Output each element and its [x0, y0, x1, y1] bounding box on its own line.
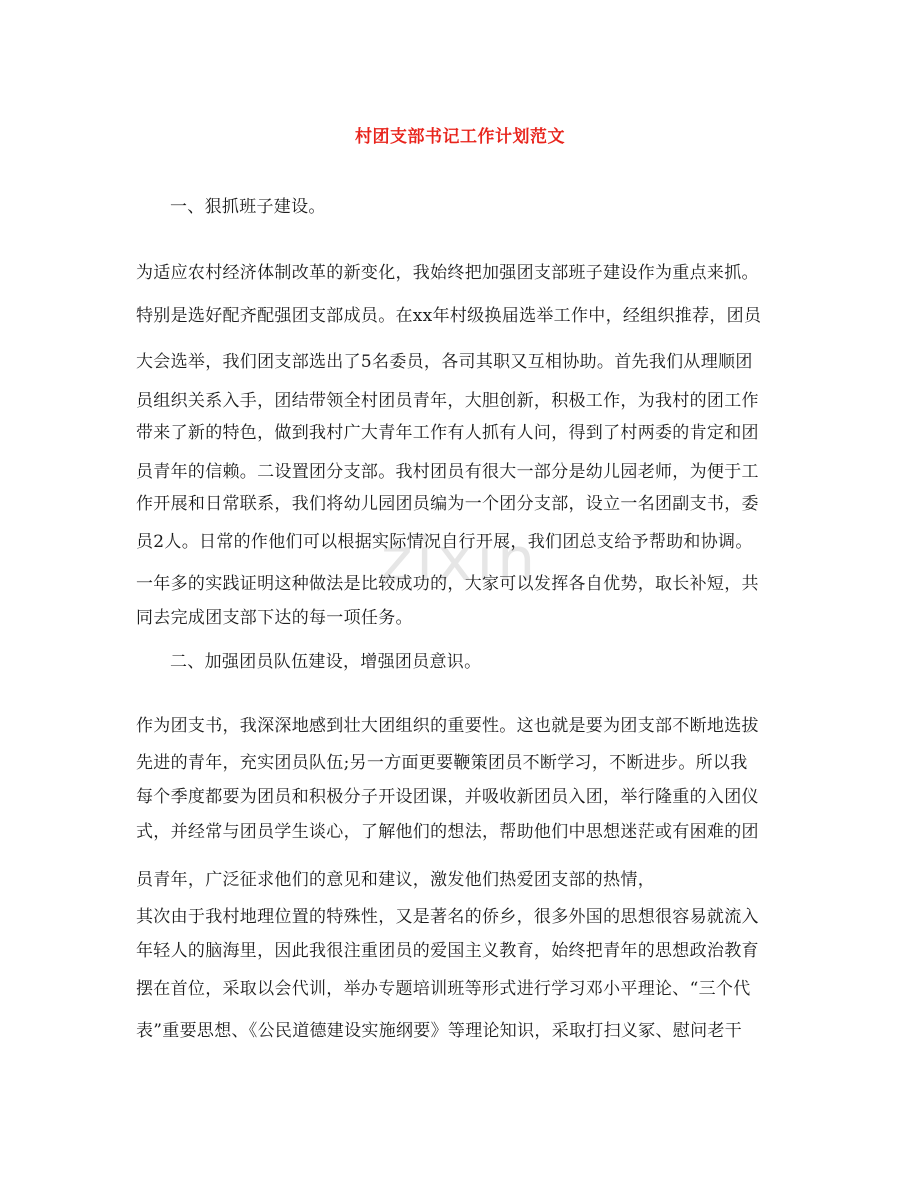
body-line: 员青年，广泛征求他们的意见和建议，激发他们热爱团支部的热情，	[136, 870, 655, 890]
body-line: 大会选举，我们团支部选出了5名委员，各司其职又互相协助。首先我们从理顺团	[136, 352, 753, 372]
body-line: 式，并经常与团员学生谈心，了解他们的想法，帮助他们中思想迷茫或有困难的团	[136, 822, 759, 842]
body-line: 先进的青年，充实团员队伍;另一方面更要鞭策团员不断学习，不断进步。所以我	[136, 753, 748, 773]
body-line: 一年多的实践证明这种做法是比较成功的，大家可以发挥各自优势，取长补短，共	[136, 574, 759, 594]
document-title: 村团支部书记工作计划范文	[355, 127, 565, 147]
body-line: 每个季度都要为团员和积极分子开设团课，并吸收新团员入团，举行隆重的入团仪	[136, 787, 759, 807]
body-line: 为适应农村经济体制改革的新变化，我始终把加强团支部班子建设作为重点来抓。	[136, 263, 759, 283]
body-line: 表”重要思想、《公民道德建设实施纲要》等理论知识，采取打扫义冢、慰问老干	[136, 1021, 742, 1041]
body-line: 其次由于我村地理位置的特殊性，又是著名的侨乡，很多外国的思想很容易就流入	[136, 907, 759, 927]
body-line: 摆在首位，采取以会代训，举办专题培训班等形式进行学习邓小平理论、“三个代	[136, 979, 751, 999]
body-line: 员组织关系入手，团结带领全村团员青年，大胆创新，积极工作，为我村的团工作	[136, 391, 759, 411]
body-line: 特别是选好配齐配强团支部成员。在xx年村级换届选举工作中，经组织推荐，团员	[136, 306, 762, 326]
watermark: zixin	[380, 525, 540, 595]
body-line: 作为团支书，我深深地感到壮大团组织的重要性。这也就是要为团支部不断地选拔	[136, 716, 759, 736]
section-heading-2: 二、加强团员队伍建设，增强团员意识。	[170, 652, 482, 672]
body-line: 员青年的信赖。二设置团分支部。我村团员有很大一部分是幼儿园老师，为便于工	[136, 462, 759, 482]
body-line: 同去完成团支部下达的每一项任务。	[136, 608, 413, 628]
section-heading-1: 一、狠抓班子建设。	[170, 197, 326, 217]
body-line: 员2人。日常的作他们可以根据实际情况自行开展，我们团总支给予帮助和协调。	[136, 532, 753, 552]
body-line: 作开展和日常联系，我们将幼儿园团员编为一个团分支部，设立一名团副支书，委	[136, 494, 759, 514]
body-line: 年轻人的脑海里，因此我很注重团员的爱国主义教育，始终把青年的思想政治教育	[136, 941, 759, 961]
body-line: 带来了新的特色，做到我村广大青年工作有人抓有人问，得到了村两委的肯定和团	[136, 423, 759, 443]
